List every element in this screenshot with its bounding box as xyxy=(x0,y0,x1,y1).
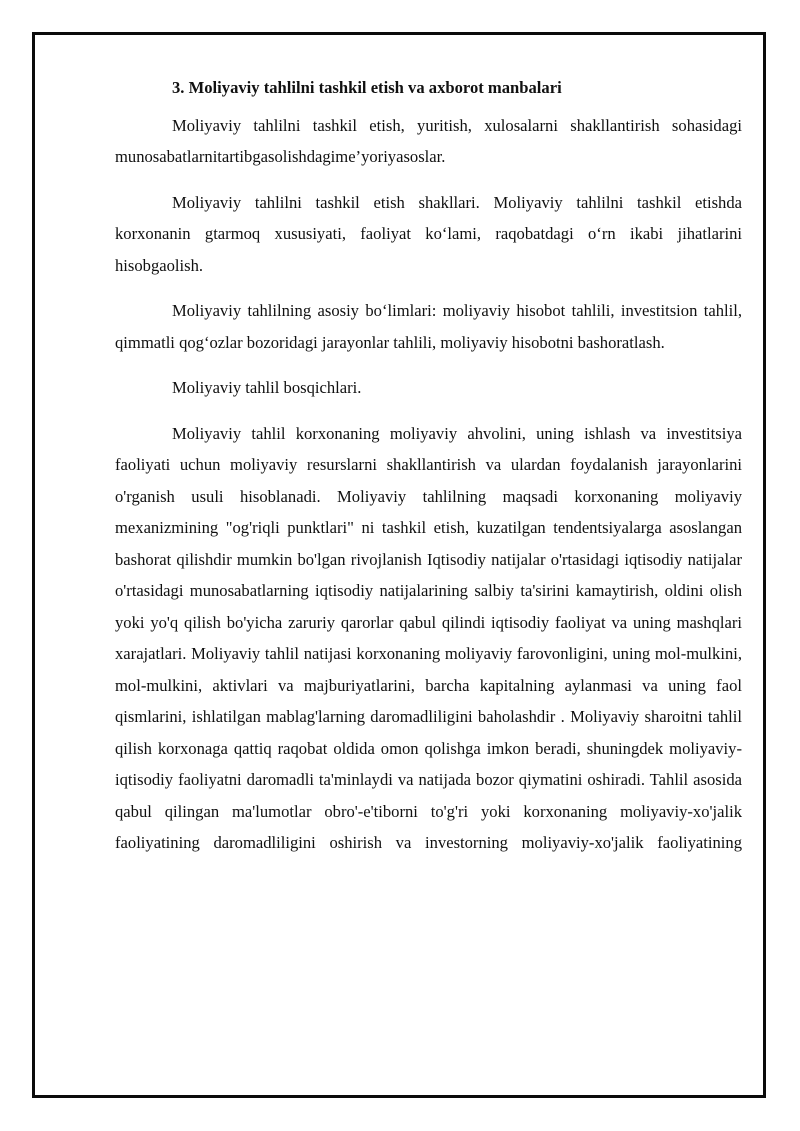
paragraph-financial-analysis-body: Moliyaviy tahlil korxonaning moliyaviy ahvolini, uning ishlash va investitsiya faoliyati uchun moliyaviy resurslarni shakllantirish va ulardan foydalanish jarayonlarini o'rganish usuli hisoblanadi. Moliyaviy tahlilning maqsadi korxonaning moliyaviy mexanizmining "og'riqli punktlari" ni tashkil etish, kuzatilgan tendentsiyalarga asoslangan bashorat qilishdir mumkin bo'lgan rivojlanish Iqtisodiy natijalar o'rtasidagi iqtisodiy natijalar o'rtasidagi munosabatlarning iqtisodiy natijalarining salbiy ta'sirini kamaytirish, oldini olish yoki yo'q qilish bo'yicha zaruriy qarorlar qabul qilindi iqtisodiy faoliyat va uning mashqlari xarajatlari. Moliyaviy tahlil natijasi korxonaning moliyaviy farovonligini, uning mol-mulkini, mol-mulkini, aktivlari va majburiyatlarini, barcha kapitalning aylanmasi va uning faol qismlarini, ishlatilgan mablag'larning daromadliligini baholashdir . Moliyaviy sharoitni tahlil qilish korxonaga qattiq raqobat oldida omon qolishga imkon beradi, shuningdek moliyaviy-iqtisodiy faoliyatni daromadli ta'minlaydi va natijada bozor qiymatini oshiradi. Tahlil asosida qabul qilingan ma'lumotlar obro'-e'tiborni to'g'ri yoki korxonaning moliyaviy-xo'jalik faoliyatining daromadliligini oshirish va investorning moliyaviy-xo'jalik faoliyatining xyxy=(115,423,742,852)
document-body xyxy=(115,72,742,859)
paragraph-analysis-stages: Moliyaviy tahlil bosqichlari. xyxy=(172,378,362,397)
section-heading: 3. Moliyaviy tahlilni tashkil etish va axborot manbalari xyxy=(172,78,562,97)
paragraph-main-sections: Moliyaviy tahlilning asosiy bo‘limlari: moliyaviy hisobot tahlili, investitsion tahlil, qimmatli qog‘ozlar bozoridagi jarayonlar tahlili, moliyaviy hisobotni bashoratlash. xyxy=(115,301,742,352)
paragraph-organization-forms: Moliyaviy tahlilni tashkil etish shakllari. Moliyaviy tahlilni tashkil etishda korxonanin gtarmoq xususiyati, faoliyat ko‘lami, raqobatdagi o‘rn ikabi jihatlarini hisobgaolish. xyxy=(115,192,742,275)
paragraph-normative-basis: Moliyaviy tahlilni tashkil etish, yuritish, xulosalarni shakllantirish sohasidagi munosabatlarnitartibgasolishdagime’yoriyasoslar. xyxy=(115,115,742,166)
